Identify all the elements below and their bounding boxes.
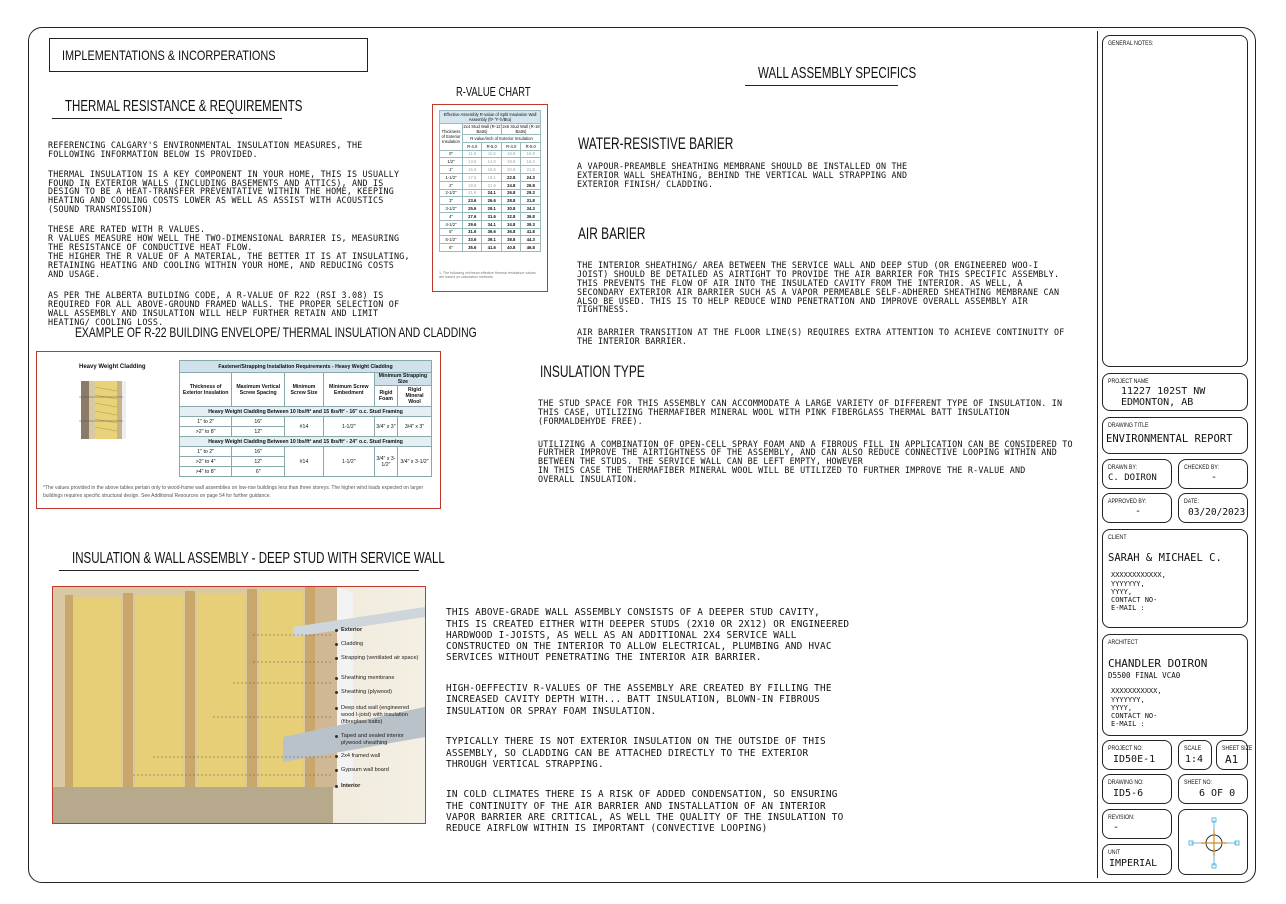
rvalue-cell: 31.8 (521, 197, 541, 205)
client-address-3: YYYY, (1111, 588, 1133, 596)
rvalue-colgroup-1: 2x4 Stud Wall (R-12 Batts) (463, 124, 501, 134)
approved-by: - (1135, 506, 1142, 517)
callout-dot (335, 691, 338, 694)
rvalue-cell: 41.6 (482, 244, 502, 252)
rvalue-cell: 21.6 (463, 189, 482, 197)
rvalue-subcol: R-4.0 (463, 142, 482, 150)
compass-icon (1179, 810, 1249, 876)
checked-by-label: CHECKED BY: (1184, 464, 1219, 471)
rvalue-cell: 16.8 (501, 150, 520, 158)
drawing-title: ENVIRONMENTAL REPORT (1106, 433, 1233, 445)
project-no: ID50E-1 (1113, 754, 1156, 765)
deep-stud-underline (59, 548, 445, 571)
fastener-cell: 3/4" x 3" (398, 417, 432, 437)
project-name-line1: 11227 102ST NW (1121, 386, 1206, 397)
example-title: EXAMPLE OF R-22 BUILDING ENVELOPE/ THERMAL INSULATION AND CLADDING (75, 324, 477, 340)
rvalue-cell: 21.8 (521, 166, 541, 174)
rvalue-cell: 24.3 (521, 173, 541, 181)
wall-specifics-title: WALL ASSEMBLY SPECIFICS (758, 65, 917, 82)
checked-by: - (1211, 472, 1218, 483)
rvalue-chart-frame (432, 104, 548, 292)
sheet-no-label: SHEET NO: (1184, 779, 1212, 786)
fastener-header: Minimum Screw Embedment (323, 373, 374, 407)
project-no-box (1102, 740, 1172, 770)
project-no-label: PROJECT NO: (1108, 745, 1143, 752)
scale-box (1178, 740, 1212, 770)
wall-specifics-underline (745, 63, 917, 86)
sheet-no-box (1178, 774, 1248, 804)
rvalue-row (440, 150, 541, 158)
callout-dot (335, 629, 338, 632)
approved-by-box (1102, 493, 1172, 523)
thermal-p3: THESE ARE RATED WITH R VALUES. R VALUES MEASURE HOW WELL THE TWO-DIMENSIONAL BARRIER IS, MEASURING THE RESISTANCE OF CONDUCTIVE HEAT FLOW. THE HIGHER THE R VALUE OF A MATERIAL, THE BETTER IT IS AT INSULATING, RETAINING HEATING AND COOLING WITHIN YOUR HOME, AND REDUCING COSTS AND USAGE. (48, 224, 410, 279)
client-contact: CONTACT NO- (1111, 596, 1158, 604)
rvalue-cell: 23.6 (463, 197, 482, 205)
fastener-cell: 3/4" x 3-1/2" (374, 447, 397, 477)
rvalue-cell: 3-1/2" (440, 205, 463, 213)
rvalue-cell: 28.8 (501, 197, 520, 205)
architect-name: CHANDLER DOIRON (1108, 657, 1208, 670)
rvalue-cell: 27.6 (463, 212, 482, 220)
client-email: E-MAIL : (1111, 604, 1145, 612)
rvalue-cell: 31.6 (482, 212, 502, 220)
rvalue-footnote: 1. The following minimum effective thermal resistance values are based on calculation methods. (439, 271, 536, 279)
rvalue-cell: 39.1 (482, 236, 502, 244)
rvalue-row (440, 205, 541, 213)
rvalue-subheader: R-value/inch of Exterior Insulation (463, 135, 541, 143)
thermal-title-underline (52, 96, 303, 119)
rvalue-cell: 3" (440, 197, 463, 205)
rvalue-cell: 36.8 (521, 212, 541, 220)
fastener-cell: 1-1/2" (323, 417, 374, 437)
general-notes-box (1102, 35, 1248, 367)
rvalue-cell: 16.8 (521, 150, 541, 158)
rvalue-cell: 5-1/2" (440, 236, 463, 244)
callout-dot (335, 643, 338, 646)
deep-stud-title: INSULATION & WALL ASSEMBLY - DEEP STUD WITH SERVICE WALL (72, 550, 445, 567)
callout-label: Sheathing membrane (341, 675, 395, 681)
unit-label: UNIT (1108, 849, 1121, 856)
rvalue-cell: 44.3 (521, 236, 541, 244)
example-frame (36, 351, 441, 509)
rvalue-row (440, 236, 541, 244)
insulation-type-text (538, 390, 1088, 498)
sheet-size: A1 (1225, 753, 1239, 766)
rvalue-cell: 35.6 (463, 244, 482, 252)
rvalue-row (440, 181, 541, 189)
callout-dot (335, 735, 338, 738)
fastener-header: Maximum Vertical Screw Spacing (232, 373, 285, 407)
strapping-group-header: Minimum Strapping Size (374, 373, 431, 386)
client-box (1102, 529, 1248, 628)
deep-stud-p2: HIGH-OEFFECTIV R-VALUES OF THE ASSEMBLY ARE CREATED BY FILLING THE INCREASED CAVITY DEPTH WITH... BATT INSULATION, BLOWN-IN FIBROUS INSULATION OR SPRAY FOAM INSULATION. (446, 683, 832, 717)
drawn-by-box (1102, 459, 1172, 489)
architect-email: E-MAIL : (1111, 720, 1145, 728)
callout-label: Cladding (341, 641, 364, 647)
thermal-text (48, 132, 420, 341)
rvalue-cell: 46.8 (521, 244, 541, 252)
wrb-text: A VAPOUR-PREAMBLE SHEATHING MEMBRANE SHOULD BE INSTALLED ON THE EXTERIOR WALL SHEATHING, BEHIND THE VERTICAL WALL STRAPPING AND EXTERIOR FINISH/ CLADDING. (577, 161, 908, 189)
rvalue-cell: 4" (440, 212, 463, 220)
drawing-title-box (1102, 417, 1248, 454)
rvalue-cell: 39.3 (521, 220, 541, 228)
drawing-title-label: DRAWING TITLE (1108, 422, 1149, 429)
date: 03/20/2023 (1188, 507, 1246, 518)
callout-label: Gypsum wall board (341, 767, 389, 773)
rvalue-cell: 26.8 (521, 181, 541, 189)
thermal-p4: AS PER THE ALBERTA BUILDING CODE, A R-VALUE OF R22 (RSI 3.08) IS REQUIRED FOR ALL ABOVE-GROUND FRAMED WALLS. THE PROPER SELECTION OF WALL ASSEMBLY AND INSULATION WILL HELP FURTHER RETAIN AND LIMIT HEATING/ COOLING LOSS. (48, 290, 400, 328)
rvalue-row (440, 228, 541, 236)
project-name-box (1102, 373, 1248, 411)
deep-stud-p4: IN COLD CLIMATES THERE IS A RISK OF ADDED CONDENSATION, SO ENSURING THE CONTINUITY OF THE AIR BARRIER AND INSTALLATION OF AN INTERIOR VAPOR BARRIER ARE CRITICAL, AS WELL THE QUALITY OF THE INSULATION TO REDUCE AIRFLOW WITHIN IS IMPORTANT (CONVECTIVE LOOPING) (446, 789, 844, 835)
rvalue-row (440, 220, 541, 228)
callout-dot (335, 657, 338, 660)
rvalue-row (440, 244, 541, 252)
insulation-type-p1: THE STUD SPACE FOR THIS ASSEMBLY CAN ACCOMMODATE A LARGE VARIETY OF DIFFERENT TYPE OF INSULATION. IN THIS CASE, UTILIZING THERMAFIBER MINERAL WOOL WITH PINK FIBERGLASS THERMAL BATT INSULATION (FORMALDEHYDE FREE). (538, 397, 1063, 426)
rvalue-cell: 17.6 (463, 173, 482, 181)
rvalue-cell: 6" (440, 244, 463, 252)
rvalue-cell: 34.8 (501, 220, 520, 228)
rvalue-subcol: R-5.0 (482, 142, 502, 150)
general-notes-label: GENERAL NOTES: (1108, 40, 1154, 47)
rvalue-cell: 34.1 (482, 220, 502, 228)
fastener-cell: 3/4" x 3-1/2" (398, 447, 432, 477)
rvalue-colgroup-2: 2x6 Stud Wall (R-19 Batts) (502, 124, 540, 134)
callout-label: Deep stud wall (engineered wood I-joist) with insulation (fibreglass batts) (341, 705, 410, 725)
rvalue-row (440, 166, 541, 174)
fastener-cell: >4" to 8" (180, 467, 232, 477)
drawn-by: C. DOIRON (1108, 473, 1157, 483)
rvalue-cell: 11.5 (463, 150, 482, 158)
rvalue-row (440, 189, 541, 197)
fastener-cell: 6" (232, 467, 285, 477)
rvalue-cell: 26.8 (501, 189, 520, 197)
callout-label: 2x4 framed wall (341, 753, 381, 759)
revision-box (1102, 809, 1172, 839)
rvalue-cell: 16.6 (482, 166, 502, 174)
date-box (1178, 493, 1248, 523)
architect-box (1102, 634, 1248, 736)
rvalue-cell: 14.0 (482, 158, 502, 166)
rvalue-cell: 22.8 (501, 173, 520, 181)
rvalue-cell: 40.8 (501, 244, 520, 252)
checked-by-box (1178, 459, 1248, 489)
sheet-no: 6 OF 0 (1199, 788, 1236, 799)
rvalue-table-body (440, 150, 541, 251)
rvalue-cell: 18.8 (501, 158, 520, 166)
fastener-cell: 16" (232, 447, 285, 457)
rvalue-cell: 2-1/2" (440, 189, 463, 197)
deep-stud-p3: TYPICALLY THERE IS NOT EXTERIOR INSULATION ON THE OUTSIDE OF THIS ASSEMBLY, SO CLADDING CAN BE ATTACHED DIRECTLY TO THE EXTERIOR THROUGH VERTICAL STRAPPING. (446, 736, 826, 770)
rvalue-title: R-VALUE CHART (456, 84, 531, 99)
client-name: SARAH & MICHAEL C. (1108, 552, 1222, 564)
rvalue-cell: 36.6 (482, 228, 502, 236)
rvalue-row (440, 173, 541, 181)
unit: IMPERIAL (1109, 858, 1158, 869)
deep-stud-p1: THIS ABOVE-GRADE WALL ASSEMBLY CONSISTS OF A DEEPER STUD CAVITY, THIS IS CREATED EITHER WITH DEEPER STUDS (2X10 OR 2X12) OR ENGINEERED HARDWOOD I-JOISTS, AS WELL AS AN ADDITIONAL 2X4 SERVICE WALL CONSTRUCTED ON THE INTERIOR TO ALLOW ELECTRICAL, PLUMBING AND HVAC SERVICES WITHOUT PENETRATING THE INTERIOR AIR BARRIER. (446, 607, 850, 664)
rvalue-cell: 19.3 (521, 158, 541, 166)
rvalue-cell: 4-1/2" (440, 220, 463, 228)
rvalue-cell: 1" (440, 166, 463, 174)
rvalue-cell: 19.6 (463, 181, 482, 189)
fastener-cell: 1" to 2" (180, 447, 232, 457)
air-barrier-p2: AIR BARRIER TRANSITION AT THE FLOOR LINE(S) REQUIRES EXTRA ATTENTION TO ACHIEVE CONTINUITY OF THE INTERIOR BARRIER. (577, 327, 1065, 347)
rvalue-cell: 29.3 (521, 189, 541, 197)
callout-label: Exterior (341, 627, 363, 633)
architect-contact: CONTACT NO- (1111, 712, 1158, 720)
fastener-cell: #14 (285, 447, 324, 477)
client-label: CLIENT (1108, 534, 1127, 541)
deep-stud-text (446, 596, 916, 851)
rvalue-cell: 21.6 (482, 181, 502, 189)
callout-dot (335, 755, 338, 758)
rvalue-cell: 29.6 (463, 220, 482, 228)
fastener-header: Rigid Foam (374, 386, 397, 407)
sheet-size-label: SHEET SIZE (1222, 745, 1253, 752)
architect-label: ARCHITECT (1108, 639, 1138, 646)
rvalue-cell: 26.6 (482, 197, 502, 205)
cladding-image-label: Heavy Weight Cladding (79, 364, 146, 370)
callout-dot (335, 769, 338, 772)
callout-label: Taped and sealed interior plywood sheathing (341, 733, 404, 746)
rvalue-table (439, 110, 541, 252)
callout-dot (335, 785, 338, 788)
rvalue-cell: 24.8 (501, 181, 520, 189)
drawing-no-label: DRAWING NO: (1108, 779, 1144, 786)
fastener-header: Thickness of Exterior Insulation (180, 373, 232, 407)
fastener-table-title: Fastener/Strapping Installation Requirements - Heavy Weight Cladding (180, 361, 432, 373)
rvalue-row (440, 197, 541, 205)
date-label: DATE: (1184, 498, 1199, 505)
fastener-cell: 12" (232, 427, 285, 437)
fastener-cell: 3/4" x 3" (374, 417, 397, 437)
sheet-size-box (1216, 740, 1253, 770)
rvalue-cell: 36.8 (501, 228, 520, 236)
thermal-p2: THERMAL INSULATION IS A KEY COMPONENT IN YOUR HOME, THIS IS USUALLY FOUND IN EXTERIOR WALLS (INCLUDING BASEMENTS AND ATTICS), AND IS DESIGN TO BE A HEAT-TRANSFER PREVENTATIVE WITHIN THE HOME, KEEPING HEATING AND COOLING COSTS LOWER AS WELL AS ASSIST WITH ACOUSTICS (SOUND TRANSMISSION) (48, 168, 400, 215)
deep-stud-image-frame (52, 586, 426, 824)
thermal-title: THERMAL RESISTANCE & REQUIREMENTS (65, 98, 303, 115)
fastener-header: Rigid Mineral Wool (398, 386, 432, 407)
rvalue-cell: 1/2" (440, 158, 463, 166)
sheet-heading: IMPLEMENTATIONS & INCORPERATIONS (62, 47, 276, 63)
rvalue-row (440, 212, 541, 220)
insulation-type-title: INSULATION TYPE (540, 362, 645, 381)
revision-label: REVISION: (1108, 814, 1135, 821)
callout-label: Interior (341, 783, 361, 789)
callout-label: Strapping (ventilated air space) (341, 655, 419, 661)
drawing-no-box (1102, 774, 1172, 804)
rvalue-subcol: R-5.0 (521, 142, 541, 150)
fastener-cell: 1-1/2" (323, 447, 374, 477)
wrb-title: WATER-RESISTIVE BARIER (578, 134, 734, 153)
rvalue-cell: 19.1 (482, 173, 502, 181)
rvalue-subcol: R-4.0 (501, 142, 520, 150)
rvalue-cell: 30.8 (501, 205, 520, 213)
project-name-label: PROJECT NAME (1108, 378, 1149, 385)
title-block-divider (1097, 31, 1098, 878)
approved-by-label: APPROVED BY: (1108, 498, 1147, 505)
drawing-no: ID5-6 (1113, 788, 1144, 799)
thermal-p1: REFERENCING CALGARY'S ENVIRONMENTAL INSULATION MEASURES, THE FOLLOWING INFORMATION BELOW IS PROVIDED. (48, 139, 363, 159)
rvalue-cell: 32.8 (501, 212, 520, 220)
callout-dot (335, 707, 338, 710)
rvalue-cell: 41.8 (521, 228, 541, 236)
cladding-section-image (77, 377, 137, 443)
rvalue-row-header: Thickness of Exterior Insulation (440, 124, 463, 151)
fastener-band-2: Heavy Weight Cladding Between 10 lbs/ft² and 15 lbs/ft² - 24" o.c. Stud Framing (180, 437, 432, 447)
fastener-cell: >2" to 8" (180, 427, 232, 437)
fastener-cell: #14 (285, 417, 324, 437)
fastener-cell: 16" (232, 417, 285, 427)
rvalue-cell: 1-1/2" (440, 173, 463, 181)
scale-label: SCALE (1184, 745, 1202, 752)
rvalue-cell: 24.1 (482, 189, 502, 197)
revision: - (1113, 822, 1120, 833)
architect-address-1: XXXXXXXXXXX, (1111, 687, 1162, 695)
rvalue-cell: 15.6 (463, 166, 482, 174)
insulation-type-p2: UTILIZING A COMBINATION OF OPEN-CELL SPRAY FOAM AND A FIBROUS FILL IN APPLICATION CAN BE CONSIDERED TO FURTHER IMPROVE THE AIRTIGHTNESS OF THE ASSEMBLY, AND CAN ALSO REDUCE CONNECTIVE LOOPING WITHIN AND BETWEEN THE STUDS. THE SERVICE WALL CAN BE LEFT EMPTY, HOWEVER IN THIS CASE THE THERMAFIBER MINERAL WOOL WILL BE UTILIZED TO FURTHER IMPROVE THE R-VALUE AND OVERALL INSULATION. (538, 438, 1073, 485)
rvalue-cell: 5" (440, 228, 463, 236)
rvalue-cell: 13.5 (463, 158, 482, 166)
unit-box (1102, 844, 1172, 875)
architect-address-3: YYYY, (1111, 704, 1133, 712)
project-name-line2: EDMONTON, AB (1121, 397, 1194, 408)
fastener-cell: 12" (232, 457, 285, 467)
rvalue-cell: 0" (440, 150, 463, 158)
rvalue-cell: 29.1 (482, 205, 502, 213)
fastener-band-1: Heavy Weight Cladding Between 10 lbs/ft² and 15 lbs/ft² - 16" o.c. Stud Framing (180, 407, 432, 417)
rvalue-cell: 38.8 (501, 236, 520, 244)
client-address-1: XXXXXXXXXXXX, (1111, 571, 1166, 579)
fastener-table (179, 360, 432, 477)
scale: 1:4 (1185, 754, 1204, 765)
rvalue-cell: 2" (440, 181, 463, 189)
rvalue-cell: 11.5 (482, 150, 502, 158)
callout-label: Sheathing (plywood) (341, 689, 392, 695)
air-barrier-title: AIR BARIER (578, 224, 646, 243)
rvalue-cell: 34.3 (521, 205, 541, 213)
rvalue-cell: 31.6 (463, 228, 482, 236)
sheet-heading-box (49, 38, 368, 72)
fastener-cell: >2" to 4" (180, 457, 232, 467)
fastener-header: Minimum Screw Size (285, 373, 324, 407)
callout-dot (335, 677, 338, 680)
example-footnote: *The values provided in the above tables pertain only to wood-frame wall assemblies on low-rise buildings less than three storeys. The higher wind loads expected on larger buildings requires specific structural design. See Additional Resources on page 54 for further guidance. (43, 485, 424, 499)
architect-address-2: YYYYYYY, (1111, 696, 1145, 704)
air-barrier-p1: THE INTERIOR SHEATHING/ AREA BETWEEN THE SERVICE WALL AND DEEP STUD (OR ENGINEERED WOO-I JOIST) SHOULD BE DETAILED AS AIRTIGHT TO PROVIDE THE AIR BARRIER FOR THIS SPECIFIC ASSEMBLY. THIS PREVENTS THE FLOW OF AIR INTO THE INSULATED CAVITY FROM THE INTERIOR. AS WELL, A SECONDARY EXTERIOR AIR BARRIER SUCH AS A VAPOR PERMEABLE SELF-ADHERED SHEATHING MEMBRANE CAN ALSO BE USED. THIS IS TO HELP REDUCE WIND PENETRATION AND IMPROVE OVERALL ASSEMBLY AIR TIGHTNESS. (577, 259, 1060, 315)
air-barrier-text (577, 252, 1087, 360)
rvalue-cell: 20.8 (501, 166, 520, 174)
rvalue-row (440, 158, 541, 166)
drawn-by-label: DRAWN BY: (1108, 464, 1137, 471)
rvalue-table-title: Effective Assembly R-value of Split Insulation Wall Assembly (ft²·°F·h/Btu) (440, 111, 541, 124)
rvalue-cell: 25.6 (463, 205, 482, 213)
north-arrow-box (1178, 809, 1248, 875)
client-address-2: YYYYYYY, (1111, 580, 1145, 588)
fastener-cell: 1" to 2" (180, 417, 232, 427)
architect-sub: D5500 FINAL VCA0 (1108, 671, 1181, 680)
rvalue-cell: 33.6 (463, 236, 482, 244)
